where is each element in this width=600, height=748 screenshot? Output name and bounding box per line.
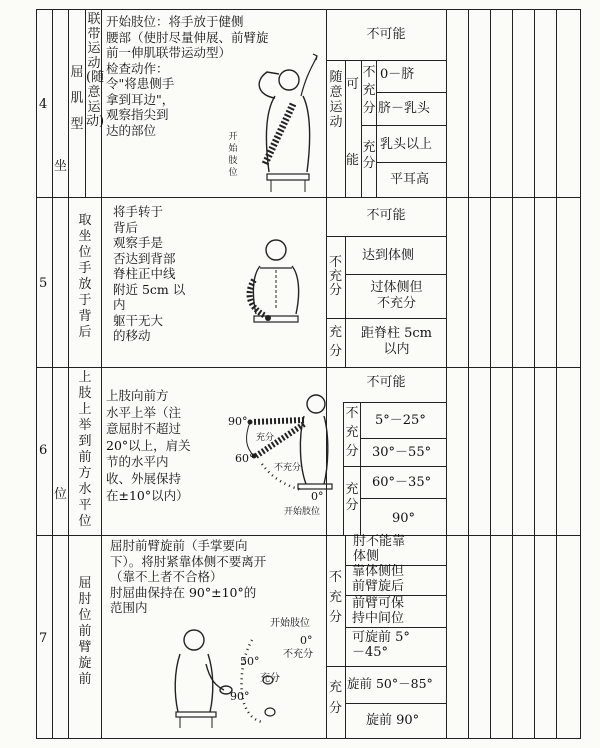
row6-figure-60: 60°	[235, 452, 255, 465]
row5-figure-illustration	[238, 236, 318, 336]
row6-figure-0: 0°	[311, 490, 324, 503]
row4-grade-4: 平耳高	[390, 172, 430, 187]
row5-insufficient: 不充分	[328, 255, 342, 298]
row5-item: 取坐位手放于背后	[78, 213, 92, 340]
row7-figure-50: 50°	[240, 655, 260, 668]
row4-grade-3: 乳头以上	[380, 137, 433, 152]
row6-grade-2: 30°－55°	[372, 445, 432, 460]
row7-item: 屈肘位前臂旋前	[78, 576, 92, 687]
row5-grade-3: 距脊柱 5cm 以内	[360, 326, 432, 357]
row7-grade-6: 旋前 90°	[366, 713, 420, 728]
row4-not-possible: 不可能	[366, 27, 406, 42]
row6-item: 上肢上举到前方水平位	[78, 370, 92, 529]
row4-sufficient: 充分	[362, 140, 376, 171]
row7-figure-90: 90°	[230, 690, 250, 703]
row5-description: 将手转于 背后 观察手是 否达到背部 脊柱正中线 附近 5cm 以 内 躯干无大 的移动	[113, 204, 186, 343]
row6-figure-start: 开始肢位	[284, 507, 321, 517]
row4-grade-1: 0－脐	[380, 67, 415, 82]
row7-description: 屈肘前臂旋前（手掌要向 下）。将肘紧靠体侧不要离开 （靠不上者不合格） 肘屈曲保持在 90°±10°的 范围内	[110, 538, 267, 615]
row7-insufficient: 不充分	[328, 570, 342, 625]
row7-figure-sufficient: 充分	[260, 673, 280, 684]
row6-insufficient: 不充分	[345, 406, 359, 459]
row-number-5: 5	[39, 276, 48, 291]
row4-group-can: 可	[346, 77, 360, 92]
row7-grade-2: 靠体侧但 前臂旋后	[352, 564, 405, 594]
row6-grade-1: 5°－25°	[375, 413, 426, 428]
row6-sufficient: 充分	[345, 482, 359, 513]
row7-grade-1: 肘不能靠 体侧	[353, 534, 406, 564]
row-number-4: 4	[39, 97, 48, 112]
row5-not-possible: 不可能	[366, 208, 406, 223]
row5-sufficient: 充分	[328, 325, 342, 359]
row4-grade-2: 脐－乳头	[378, 101, 431, 116]
row7-grade-5: 旋前 50°－85°	[347, 676, 433, 691]
row4-figure-illustration	[245, 52, 325, 192]
row-number-7: 7	[39, 631, 48, 646]
row7-grade-4: 可旋前 5° －45°	[352, 630, 410, 660]
row7-grade-3: 前臂可保 持中间位	[352, 596, 405, 626]
row5-grade-2: 过体侧但 不充分	[370, 280, 423, 311]
row6-figure-90: 90°	[228, 415, 248, 428]
row4-figure-label: 开始肢位	[228, 132, 238, 178]
row-number-6: 6	[39, 443, 48, 458]
row7-figure-0: 0°	[300, 634, 313, 647]
row4-group-voluntary: 随意运动	[329, 70, 343, 130]
row6-not-possible: 不可能	[366, 375, 406, 390]
row4-item: 联带运动(随意运动)	[86, 12, 105, 130]
row6-figure-sufficient: 充分	[256, 433, 275, 443]
row6-description: 上肢向前方 水平上举（注 意屈肘不超过 20°以上，肩关 节的水平内 收、外展保持 在±10°以内）	[106, 388, 191, 503]
row4-group-can2: 能	[346, 153, 360, 168]
row6-grade-3: 60°－35°	[372, 475, 432, 490]
row7-sufficient: 充分	[328, 680, 342, 716]
sitting-label-a: 坐	[54, 159, 68, 174]
sitting-label-b: 位	[54, 487, 68, 502]
row4-insufficient: 不充分	[362, 65, 376, 116]
row6-grade-4: 90°	[392, 511, 416, 526]
row4-category: 屈肌型	[70, 65, 84, 132]
row7-figure-insufficient: 不充分	[283, 649, 313, 660]
row7-figure-start: 开始肢位	[270, 618, 310, 629]
row4-description: 开始肢位：将手放于健侧 腰部（使肘尽量伸展、前臂旋 前一伸肌联带运动型） 检查动作： 令"将患侧手 拿到耳边"， 观察指尖到 达的部位	[106, 14, 269, 138]
row5-grade-1: 达到体侧	[362, 248, 415, 263]
row6-figure-insufficient: 不充分	[274, 463, 302, 473]
